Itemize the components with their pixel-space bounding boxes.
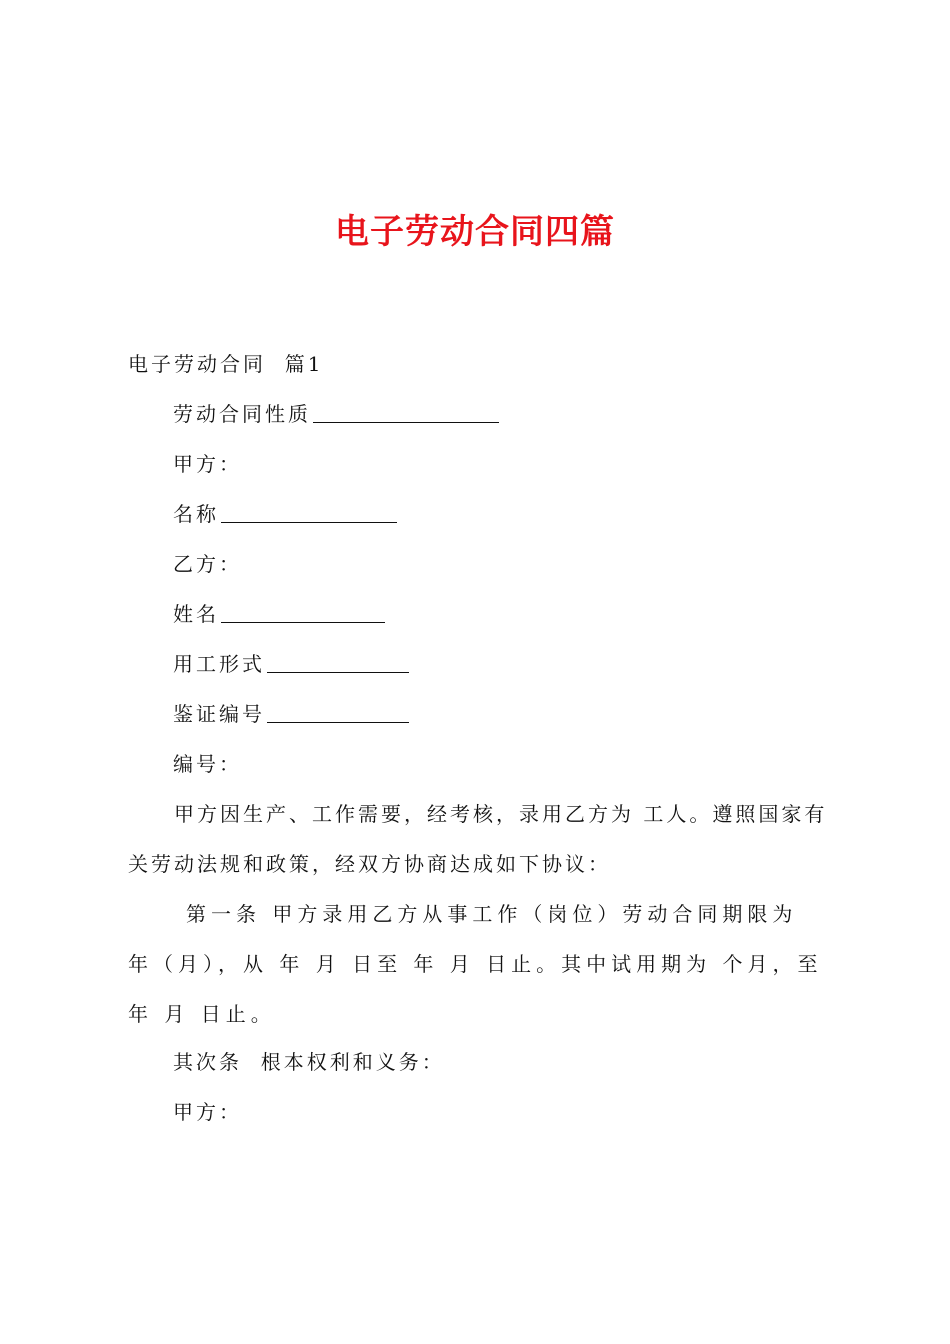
article-2-heading: 其次条 根本权利和义务：	[173, 1050, 445, 1074]
party-a-label: 甲方：	[173, 1100, 242, 1124]
blank-line	[313, 402, 499, 423]
field-label: 鉴证编号	[173, 702, 265, 726]
document-title: 电子劳动合同四篇	[335, 212, 615, 252]
field-label: 姓名	[173, 602, 219, 626]
paragraph-text: 第一条 甲方录用乙方从事工作（岗位）劳动合同期限为 年（月），从 年 月 日至 年 月 日止。其中试用期为 个月，至 年 月 日止。	[128, 902, 823, 1026]
blank-line	[221, 602, 385, 623]
paragraph-text: 甲方因生产、工作需要，经考核，录用乙方为 工人。遵照国家有关劳动法规和政策，经双方协商达成如下协议：	[128, 802, 828, 876]
field-name-of-org	[173, 499, 397, 529]
blank-line	[221, 502, 397, 523]
field-person-name	[173, 599, 385, 629]
field-contract-nature	[173, 399, 499, 429]
field-label: 用工形式	[173, 652, 265, 676]
blank-line	[267, 652, 409, 673]
field-employment-form	[173, 649, 409, 679]
field-certification-number	[173, 699, 409, 729]
section-heading: 电子劳动合同 篇1	[128, 352, 324, 376]
field-number: 编号：	[173, 752, 242, 776]
field-label: 名称	[173, 502, 219, 526]
field-party-a: 甲方：	[173, 452, 242, 476]
paragraph-article-1	[128, 889, 831, 1039]
field-label: 劳动合同性质	[173, 402, 311, 426]
field-party-b: 乙方：	[173, 552, 242, 576]
paragraph-hiring	[128, 789, 831, 889]
blank-line	[267, 702, 409, 723]
